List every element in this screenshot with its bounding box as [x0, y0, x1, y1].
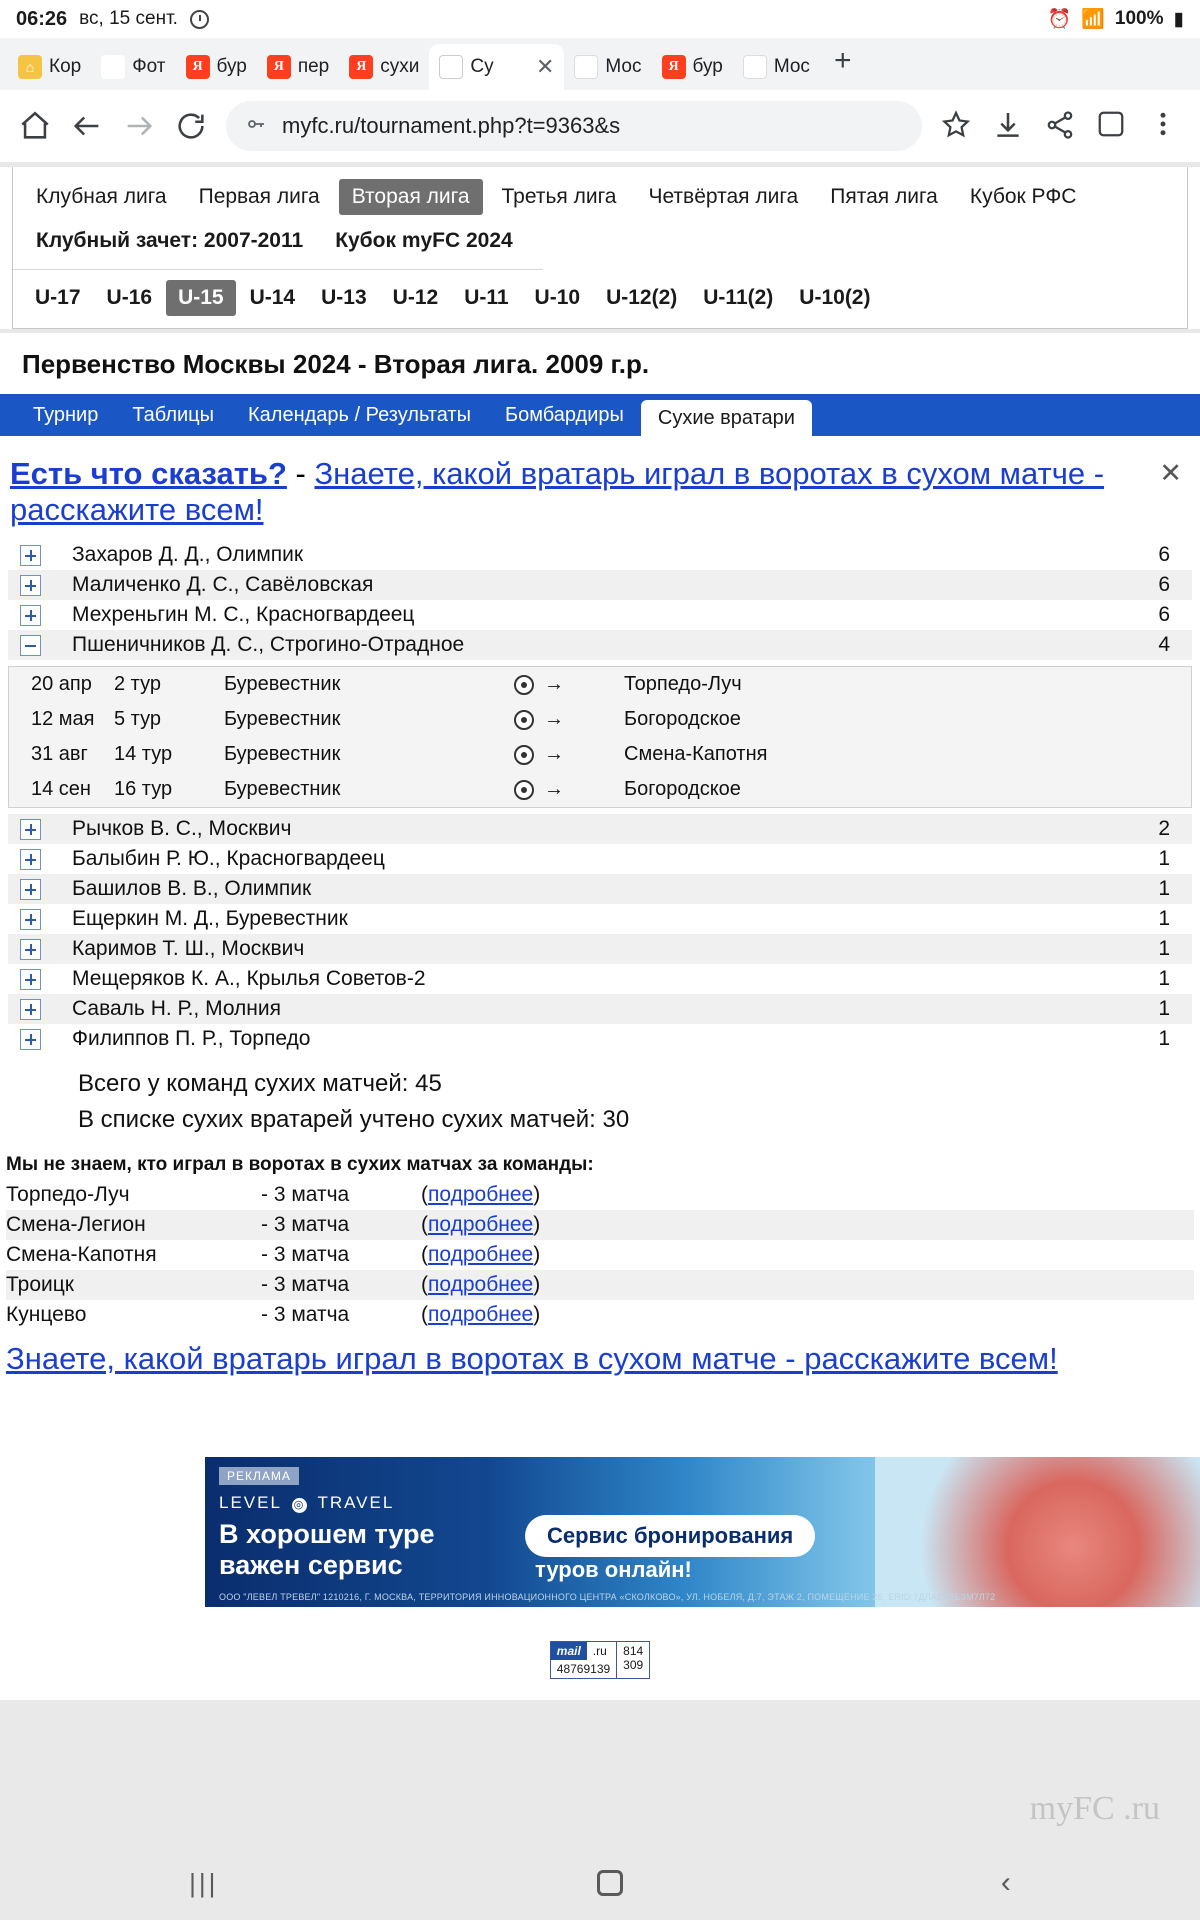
plus-icon[interactable] — [20, 545, 41, 566]
clean-sheet-count: 6 — [1158, 603, 1170, 626]
league-row-secondary — [13, 219, 543, 270]
yandex-icon: Я — [267, 55, 291, 79]
table-row-expanded[interactable] — [8, 630, 1192, 660]
ad-headline-line2: важен сервис — [219, 1549, 403, 1580]
unknown-teams-table — [6, 1180, 1194, 1330]
back-button[interactable]: ‹ — [1000, 1866, 1011, 1899]
section-tabs — [0, 394, 1200, 436]
league-selector — [12, 167, 1188, 329]
unknown-team-more[interactable]: (подробнее) — [421, 1213, 541, 1236]
clean-sheet-count: 2 — [1158, 817, 1170, 840]
match-result-cell — [514, 667, 624, 702]
star-icon[interactable] — [940, 109, 974, 143]
table-row[interactable] — [8, 874, 1192, 904]
match-row — [9, 737, 1191, 772]
age-group-row — [13, 274, 1187, 318]
arrow-icon: → — [544, 708, 564, 730]
expand-toggle[interactable] — [8, 844, 52, 874]
mailru-counter[interactable] — [550, 1641, 650, 1679]
details-link[interactable]: подробнее — [428, 1243, 534, 1266]
close-icon[interactable]: ✕ — [535, 54, 555, 79]
goalkeeper-name: Филиппов П. Р., Торпедо — [72, 1027, 311, 1050]
expand-toggle[interactable] — [8, 934, 52, 964]
goalkeeper-name: Саваль Н. Р., Молния — [72, 997, 281, 1020]
expand-toggle[interactable] — [8, 874, 52, 904]
match-team: Буревестник — [224, 778, 341, 800]
age-tab-u13[interactable]: U-13 — [321, 286, 367, 309]
match-tour: 2 тур — [114, 673, 161, 695]
table-row — [6, 1270, 1194, 1300]
unknown-team-count: - 3 матча — [261, 1213, 350, 1236]
alarm-icon: ⏰ — [1047, 9, 1072, 30]
age-tab-u12[interactable]: U-12 — [392, 286, 439, 309]
match-opponent: Смена-Капотня — [624, 743, 768, 765]
tab-title: Кор — [49, 56, 82, 77]
match-date: 31 авг — [31, 743, 88, 765]
clean-sheet-count: 6 — [1158, 573, 1170, 596]
tab-title: Фот — [132, 56, 166, 77]
age-tab-u11[interactable]: U-11 — [464, 286, 509, 309]
permissions-icon[interactable] — [244, 112, 268, 141]
age-tab-u10[interactable]: U-10 — [534, 286, 581, 309]
details-link[interactable]: подробнее — [428, 1183, 534, 1206]
browser-tab-3[interactable] — [257, 44, 339, 90]
address-bar[interactable] — [226, 101, 922, 151]
clean-sheet-count: 1 — [1158, 1027, 1170, 1050]
tab-title: пер — [297, 56, 330, 77]
clean-sheet-count: 1 — [1158, 937, 1170, 960]
tab-turnir[interactable]: Турнир — [33, 404, 99, 426]
unknown-team-name: Смена-Капотня — [6, 1243, 157, 1266]
league-tab-tretya[interactable]: Третья лига — [501, 185, 617, 208]
expand-toggle[interactable] — [8, 1024, 52, 1054]
plus-icon[interactable] — [20, 605, 41, 626]
match-detail-panel — [8, 666, 1192, 808]
arrow-icon: → — [544, 673, 564, 695]
overflow-menu-icon[interactable] — [1148, 109, 1182, 143]
clean-sheet-count: 1 — [1158, 907, 1170, 930]
browser-tab-1[interactable] — [91, 44, 175, 90]
plus-icon[interactable] — [20, 999, 41, 1020]
status-bar — [0, 0, 1200, 38]
unknown-team-more[interactable]: (подробнее) — [421, 1273, 541, 1296]
plus-icon[interactable] — [20, 939, 41, 960]
share-icon[interactable] — [1044, 109, 1078, 143]
status-clock: 06:26 — [16, 7, 68, 30]
home-icon[interactable] — [18, 109, 52, 143]
counter-top: 814 — [623, 1643, 644, 1658]
goalkeeper-name: Каримов Т. Ш., Москвич — [72, 937, 305, 960]
details-link[interactable]: подробнее — [428, 1303, 534, 1326]
match-tour: 14 тур — [114, 743, 173, 765]
age-tab-u14[interactable]: U-14 — [249, 286, 296, 309]
tab-title: бур — [216, 56, 247, 77]
goalkeepers-table-rest — [8, 814, 1192, 1054]
table-row[interactable] — [8, 964, 1192, 994]
tab-title: Мос — [773, 56, 810, 77]
goalkeepers-table-top — [8, 540, 1192, 660]
table-row — [6, 1180, 1194, 1210]
advertisement-wrapper — [0, 1457, 1200, 1607]
expand-toggle[interactable] — [8, 964, 52, 994]
match-tour: 16 тур — [114, 778, 173, 800]
tab-strip[interactable] — [0, 38, 1200, 90]
tab-tablitsy[interactable]: Таблицы — [132, 404, 215, 426]
unknown-team-name: Троицк — [6, 1273, 74, 1296]
plus-icon[interactable] — [20, 879, 41, 900]
plus-icon[interactable] — [20, 969, 41, 990]
ball-icon — [514, 675, 534, 695]
age-tab-u10-2[interactable]: U-10(2) — [799, 286, 871, 309]
ball-icon — [514, 780, 534, 800]
table-row[interactable] — [8, 570, 1192, 600]
details-link[interactable]: подробнее — [428, 1213, 534, 1236]
total-listed-clean-sheets: В списке сухих вратарей учтено сухих матчей: 30 — [78, 1106, 630, 1133]
match-team: Буревестник — [224, 708, 341, 730]
expand-toggle[interactable] — [8, 540, 52, 570]
drive-icon: ▲ — [101, 55, 125, 79]
league-tab-kubok-rfs[interactable]: Кубок РФС — [969, 185, 1077, 208]
match-team: Буревестник — [224, 673, 341, 695]
ball-icon — [514, 710, 534, 730]
unknown-team-count: - 3 матча — [261, 1183, 350, 1206]
counter-right — [616, 1642, 649, 1678]
match-row — [9, 702, 1191, 737]
goalkeeper-name: Балыбин Р. Ю., Красногвардеец — [72, 847, 385, 870]
plus-icon[interactable] — [20, 1029, 41, 1050]
match-opponent: Богородское — [624, 778, 741, 800]
ad-label: РЕКЛАМА — [219, 1467, 299, 1485]
minus-icon[interactable] — [20, 635, 41, 656]
match-row — [9, 772, 1191, 807]
browser-tab-5-active[interactable] — [429, 44, 564, 90]
browser-tab-8[interactable] — [733, 44, 820, 90]
age-tab-u12-2[interactable]: U-12(2) — [606, 286, 678, 309]
goalkeeper-name: Ещеркин М. Д., Буревестник — [72, 907, 348, 930]
omnibox-toolbar — [0, 90, 1200, 162]
browser-tab-4[interactable] — [339, 44, 429, 90]
match-date: 20 апр — [31, 673, 92, 695]
table-row — [6, 1240, 1194, 1270]
browser-tab-0[interactable] — [8, 44, 91, 90]
ball-icon — [514, 745, 534, 765]
unknown-team-more[interactable]: (подробнее) — [421, 1243, 541, 1266]
download-icon[interactable] — [992, 109, 1026, 143]
arrow-icon: → — [544, 778, 564, 800]
wifi-icon: 📶 — [1081, 9, 1105, 30]
goalkeeper-name: Мещеряков К. А., Крылья Советов-2 — [72, 967, 426, 990]
counter-brand: mail — [551, 1642, 587, 1660]
tab-title: Су — [470, 56, 494, 77]
goalkeeper-name: Башилов В. В., Олимпик — [72, 877, 312, 900]
arrow-icon: → — [544, 743, 564, 765]
age-tab-u16[interactable]: U-16 — [106, 286, 153, 309]
table-row[interactable] — [8, 934, 1192, 964]
battery-label: 100% — [1114, 8, 1164, 29]
expand-toggle[interactable] — [8, 994, 52, 1024]
ad-brand: LEVEL ◎ TRAVEL — [219, 1492, 395, 1512]
league-tab-kubok-myfc[interactable]: Кубок myFC 2024 — [335, 229, 513, 252]
expand-toggle[interactable] — [8, 570, 52, 600]
match-detail-table — [9, 667, 1191, 807]
ad-image — [875, 1457, 1200, 1607]
ad-subtitle: туров онлайн! — [535, 1556, 692, 1582]
table-row[interactable] — [8, 540, 1192, 570]
league-tab-pervaya[interactable]: Первая лига — [198, 185, 320, 208]
match-date: 12 мая — [31, 708, 95, 730]
tab-title: бур — [692, 56, 723, 77]
forward-arrow-icon[interactable] — [122, 109, 156, 143]
counter-wrapper — [0, 1641, 1200, 1679]
goalkeeper-name: Захаров Д. Д., Олимпик — [72, 543, 304, 566]
unknown-team-count: - 3 матча — [261, 1273, 350, 1296]
collapse-toggle[interactable] — [8, 630, 52, 660]
plus-icon[interactable] — [20, 575, 41, 596]
browser-tab-2[interactable] — [176, 44, 257, 90]
goalkeeper-name: Мехреньгин М. С., Красногвардеец — [72, 603, 415, 626]
reload-icon[interactable] — [174, 109, 208, 143]
table-row[interactable] — [8, 814, 1192, 844]
unknown-section-title: Мы не знаем, кто играл в воротах в сухих матчах за команды: — [6, 1154, 594, 1175]
expand-toggle[interactable] — [8, 904, 52, 934]
mos-icon: 🏛 — [743, 55, 767, 79]
back-arrow-icon[interactable] — [70, 109, 104, 143]
browser-tab-6[interactable] — [564, 44, 651, 90]
table-row[interactable] — [8, 844, 1192, 874]
clean-sheet-count: 1 — [1158, 877, 1170, 900]
yandex-icon: Я — [662, 55, 686, 79]
goalkeeper-name: Пшеничников Д. С., Строгино-Отрадное — [72, 633, 465, 656]
mos-icon: 🏛 — [574, 55, 598, 79]
site-watermark: myFC .ru — [1029, 1790, 1160, 1827]
promo-banner — [0, 436, 1200, 534]
details-link[interactable]: подробнее — [428, 1273, 534, 1296]
unknown-team-count: - 3 матча — [261, 1243, 350, 1266]
plus-icon[interactable] — [20, 909, 41, 930]
clean-sheet-count: 1 — [1158, 847, 1170, 870]
ad-banner[interactable] — [205, 1457, 1200, 1607]
home-button[interactable] — [597, 1870, 623, 1896]
browser-tab-7[interactable] — [652, 44, 733, 90]
clean-sheet-count: 1 — [1158, 967, 1170, 990]
home-icon: ⌂ — [18, 55, 42, 79]
table-row[interactable] — [8, 904, 1192, 934]
table-row — [6, 1210, 1194, 1240]
ad-brand-icon: ◎ — [293, 1498, 306, 1511]
counter-visits: 48769139 — [556, 1661, 611, 1676]
counter-bottom: 309 — [623, 1657, 644, 1672]
promo-separator: - — [286, 456, 315, 491]
system-navigation-bar — [0, 1846, 1200, 1920]
url-text[interactable]: myfc.ru/tournament.php?t=9363&s — [282, 113, 621, 138]
ad-headline-line1: В хорошем туре — [219, 1518, 435, 1549]
goalkeeper-name: Маличенко Д. С., Савёловская — [72, 573, 374, 596]
table-row[interactable] — [8, 994, 1192, 1024]
plus-icon[interactable] — [20, 849, 41, 870]
tab-count-icon[interactable] — [1096, 109, 1130, 143]
new-tab-button[interactable]: + — [833, 44, 852, 77]
tab-bombardiry[interactable]: Бомбардиры — [504, 404, 624, 426]
match-opponent: Торпедо-Луч — [624, 673, 742, 695]
totals-block — [0, 1054, 1200, 1138]
plus-icon[interactable] — [20, 819, 41, 840]
promo-question[interactable]: Есть что сказать? — [10, 456, 287, 491]
table-row[interactable] — [8, 600, 1192, 630]
league-row-primary — [13, 175, 1187, 219]
unknown-team-more[interactable]: (подробнее) — [421, 1303, 541, 1326]
match-team: Буревестник — [224, 743, 341, 765]
match-opponent: Богородское — [624, 708, 741, 730]
league-tab-klubnaya[interactable]: Клубная лига — [36, 185, 167, 208]
match-tour: 5 тур — [114, 708, 161, 730]
league-tab-club-standings[interactable]: Клубный зачет: 2007-2011 — [36, 229, 304, 252]
ad-legal-text: ООО "ЛЕВЕЛ ТРЕВЕЛ" 1210216, Г. МОСКВА, ТЕРРИТОРИЯ ИННОВАЦИОННОГО ЦЕНТРА «СКОЛКОВО», УЛ. НОБЕЛЯ, Д.7, ЭТАЖ 2, ПОМЕЩЕНИЕ 26, ERID:7ДЛА2УВБЗМ7Л72 — [219, 1591, 996, 1602]
table-row — [6, 1300, 1194, 1330]
match-result-cell — [514, 772, 624, 807]
match-result-cell — [514, 702, 624, 737]
bottom-promo-link[interactable]: Знаете, какой вратарь играл в воротах в сухом матче - расскажите всем! — [6, 1341, 1058, 1376]
status-date: вс, 15 сент. — [79, 8, 178, 29]
close-icon[interactable]: ✕ — [1159, 458, 1182, 488]
myfc-icon: FC — [439, 55, 463, 79]
counter-brand-suffix: .ru — [592, 1643, 607, 1658]
clean-sheet-count: 1 — [1158, 997, 1170, 1020]
unknown-team-more[interactable]: (подробнее) — [421, 1183, 541, 1206]
yandex-icon: Я — [349, 55, 373, 79]
age-tab-u17[interactable]: U-17 — [35, 286, 81, 309]
unknown-team-name: Смена-Легион — [6, 1213, 146, 1236]
page-bottom-filler — [0, 1700, 1200, 1846]
goalkeeper-name: Рычков В. С., Москвич — [72, 817, 292, 840]
yandex-icon: Я — [186, 55, 210, 79]
page-title: Первенство Москвы 2024 - Вторая лига. 2009 г.р. — [0, 329, 1200, 394]
age-tab-u15[interactable]: U-15 — [166, 280, 236, 316]
ad-headline — [219, 1519, 435, 1581]
web-page — [0, 162, 1200, 1679]
tab-title: сухи — [380, 56, 420, 77]
ad-cta-button[interactable]: Сервис бронирования — [525, 1515, 815, 1557]
league-tab-pyataya[interactable]: Пятая лига — [830, 185, 938, 208]
tab-title: Мос — [605, 56, 642, 77]
clean-sheet-count: 6 — [1158, 543, 1170, 566]
table-row[interactable] — [8, 1024, 1192, 1054]
match-row — [9, 667, 1191, 702]
tab-suhie-vratari[interactable]: Сухие вратари — [641, 400, 812, 436]
tab-kalendar[interactable]: Календарь / Результаты — [248, 404, 471, 426]
expand-toggle[interactable] — [8, 814, 52, 844]
unknown-team-count: - 3 матча — [261, 1303, 350, 1326]
match-result-cell — [514, 737, 624, 772]
clock-icon — [190, 10, 209, 29]
counter-left — [551, 1642, 616, 1678]
league-tab-vtoraya[interactable]: Вторая лига — [339, 179, 483, 215]
total-team-clean-sheets: Всего у команд сухих матчей: 45 — [78, 1070, 442, 1097]
promo-link[interactable]: Знаете, какой вратарь играл в воротах в сухом матче - расскажите всем! — [10, 456, 1105, 527]
unknown-team-name: Торпедо-Луч — [6, 1183, 130, 1206]
battery-icon: ▮ — [1173, 8, 1184, 30]
unknown-team-name: Кунцево — [6, 1303, 87, 1326]
league-tab-chetvertaya[interactable]: Четвёртая лига — [648, 185, 799, 208]
expand-toggle[interactable] — [8, 600, 52, 630]
match-date: 14 сен — [31, 778, 91, 800]
clean-sheet-count: 4 — [1158, 633, 1170, 656]
recent-apps-button[interactable]: ||| — [189, 1867, 219, 1898]
age-tab-u11-2[interactable]: U-11(2) — [703, 286, 774, 309]
